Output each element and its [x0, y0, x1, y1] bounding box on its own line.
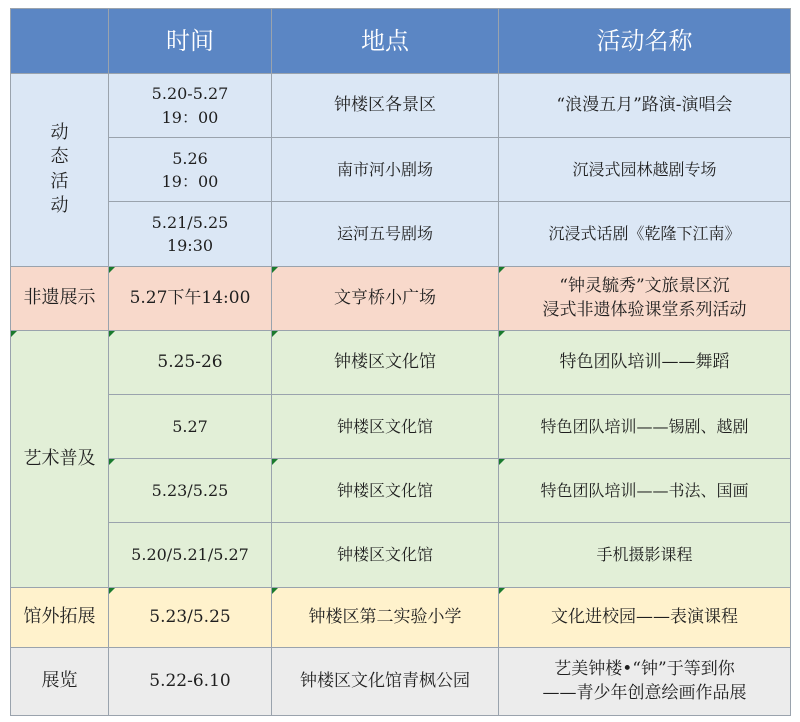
place-cell: 钟楼区文化馆 — [272, 330, 499, 394]
time-cell: 5.27 — [109, 394, 272, 458]
place-cell: 文亨桥小广场 — [272, 266, 499, 330]
category-intangible-heritage: 非遗展示 — [11, 266, 109, 330]
activity-name-cell: 文化进校园——表演课程 — [499, 587, 791, 647]
time-cell: 5.27下午14:00 — [109, 266, 272, 330]
place-cell: 运河五号剧场 — [272, 202, 499, 266]
time-cell: 5.23/5.25 — [109, 587, 272, 647]
place-cell: 钟楼区文化馆 — [272, 394, 499, 458]
activity-name-cell: 特色团队培训——舞蹈 — [499, 330, 791, 394]
table-row — [11, 587, 791, 647]
time-cell: 5.20/5.21/5.27 — [109, 523, 272, 587]
table-row — [11, 138, 791, 202]
table-row — [11, 74, 791, 138]
table-row — [11, 523, 791, 587]
header-activity-name: 活动名称 — [499, 9, 791, 74]
header-row — [11, 9, 791, 74]
place-cell: 钟楼区文化馆 — [272, 523, 499, 587]
table-row — [11, 266, 791, 330]
category-exhibition: 展览 — [11, 647, 109, 715]
activity-schedule-table — [10, 8, 791, 716]
place-cell: 钟楼区第二实验小学 — [272, 587, 499, 647]
time-cell: 5.23/5.25 — [109, 459, 272, 523]
table-row — [11, 459, 791, 523]
time-cell: 5.26 19：00 — [109, 138, 272, 202]
activity-name-cell: “浪漫五月”路演-演唱会 — [499, 74, 791, 138]
category-outreach: 馆外拓展 — [11, 587, 109, 647]
header-time: 时间 — [109, 9, 272, 74]
time-cell: 5.22-6.10 — [109, 647, 272, 715]
category-dynamic-activities: 动 态 活 动 — [11, 74, 109, 267]
place-cell: 南市河小剧场 — [272, 138, 499, 202]
header-place: 地点 — [272, 9, 499, 74]
place-cell: 钟楼区文化馆 — [272, 459, 499, 523]
time-cell: 5.25-26 — [109, 330, 272, 394]
activity-name-cell: 特色团队培训——书法、国画 — [499, 459, 791, 523]
table-row — [11, 330, 791, 394]
table-row — [11, 394, 791, 458]
time-cell: 5.21/5.25 19:30 — [109, 202, 272, 266]
table-row — [11, 202, 791, 266]
time-cell: 5.20-5.27 19：00 — [109, 74, 272, 138]
header-corner — [11, 9, 109, 74]
activity-name-cell: 特色团队培训——锡剧、越剧 — [499, 394, 791, 458]
category-art-popularization: 艺术普及 — [11, 330, 109, 587]
activity-name-cell: 手机摄影课程 — [499, 523, 791, 587]
place-cell: 钟楼区各景区 — [272, 74, 499, 138]
table-row — [11, 647, 791, 715]
place-cell: 钟楼区文化馆青枫公园 — [272, 647, 499, 715]
activity-name-cell: 沉浸式园林越剧专场 — [499, 138, 791, 202]
activity-name-cell: 艺美钟楼•“钟”于等到你 ——青少年创意绘画作品展 — [499, 647, 791, 715]
activity-name-cell: 沉浸式话剧《乾隆下江南》 — [499, 202, 791, 266]
activity-name-cell: “钟灵毓秀”文旅景区沉 浸式非遗体验课堂系列活动 — [499, 266, 791, 330]
